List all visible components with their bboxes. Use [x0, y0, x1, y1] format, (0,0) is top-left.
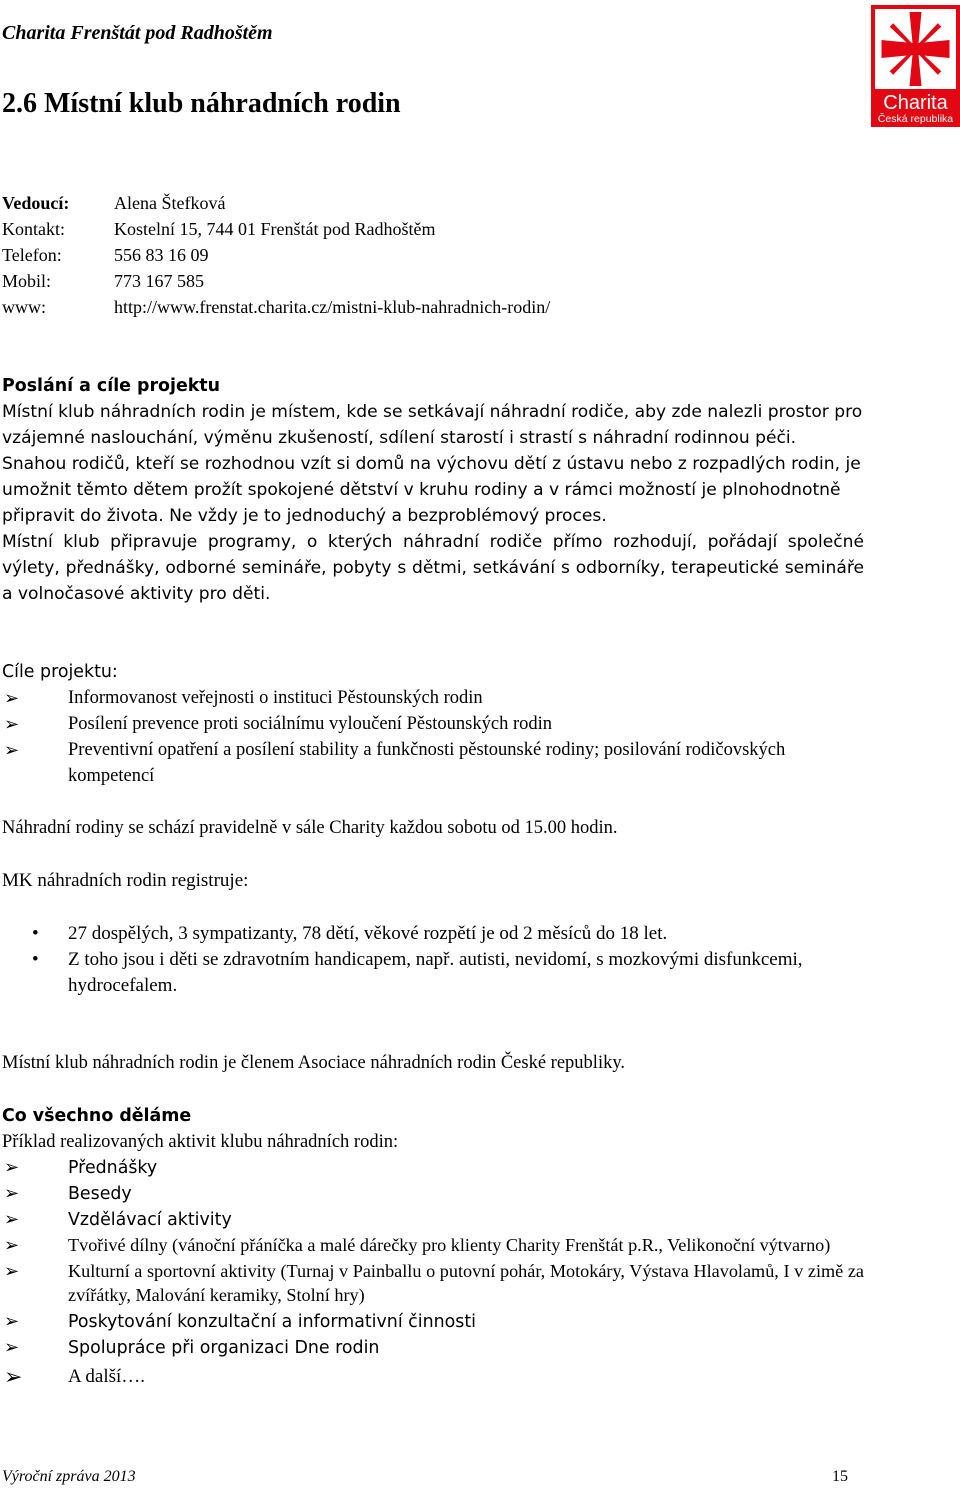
list-item: • Z toho jsou i děti se zdravotním handicapem, např. autisti, nevidomí, s mozkovými disfunkcemi, hydrocefalem.: [32, 949, 803, 996]
list-item: ➢ Vzdělávací aktivity: [2, 1207, 864, 1233]
footer-report-title: Výroční zpráva 2013: [2, 1468, 136, 1485]
contact-value: 773 167 585: [114, 271, 204, 291]
list-item: ➢ Besedy: [2, 1181, 864, 1207]
arrow-bullet-icon: ➢: [4, 714, 20, 734]
arrow-bullet-icon: ➢: [4, 1183, 20, 1204]
page-number: 15: [832, 1468, 848, 1485]
arrow-bullet-icon: ➢: [4, 1157, 20, 1178]
contact-row-phone: [2, 242, 550, 268]
dot-bullet-icon: •: [32, 949, 39, 970]
contact-label: www:: [2, 297, 46, 317]
arrow-bullet-icon: ➢: [4, 1209, 20, 1230]
mission-heading: Poslání a cíle projektu: [2, 376, 220, 396]
arrow-bullet-icon: ➢: [4, 740, 20, 760]
activities-list: [2, 1155, 864, 1393]
charita-logo-graphic: [871, 5, 960, 127]
contact-label: Mobil:: [2, 271, 52, 291]
mission-section: [2, 373, 864, 607]
list-item: ➢ Posílení prevence proti sociálnímu vyloučení Pěstounských rodin: [2, 711, 864, 737]
contact-row-web: [2, 294, 550, 320]
membership-note: Místní klub náhradních rodin je členem Asociace náhradních rodin České republiky.: [2, 1053, 626, 1073]
goals-heading: Cíle projektu:: [2, 662, 118, 682]
contact-label: Telefon:: [2, 245, 62, 265]
mission-paragraph: Místní klub náhradních rodin je místem, kde se setkávají náhradní rodiče, aby zde nalezli prostor pro vzájemné naslouchání, výměnu zkušeností, sdílení starostí i strastí s náhradní rodinnou péči.: [2, 402, 863, 448]
logo-name: Charita: [883, 92, 948, 114]
contact-row-leader: [2, 190, 550, 216]
list-item: ➢ Kulturní a sportovní aktivity (Turnaj v Painballu o putovní pohár, Motokáry, Výstava Hlavolamů, I v zimě za zvířátky, Malování keramiky, Stolní hry): [4, 1261, 864, 1305]
contact-value: Kostelní 15, 744 01 Frenštát pod Radhoštěm: [114, 219, 436, 239]
logo-subtitle: Česká republika: [877, 113, 954, 125]
contact-row-address: [2, 216, 550, 242]
arrow-bullet-icon: ➢: [4, 1311, 20, 1332]
charita-logo: [871, 5, 960, 127]
list-item: ➢ Preventivní opatření a posílení stability a funkčnosti pěstounské rodiny; posilování rodičovských kompetencí: [2, 737, 864, 789]
list-item: ➢ A další….: [2, 1361, 864, 1393]
registry-heading: MK náhradních rodin registruje:: [2, 870, 249, 891]
page-title: 2.6 Místní klub náhradních rodin: [2, 88, 401, 119]
list-item: ➢ Přednášky: [2, 1155, 864, 1181]
list-item: ➢ Informovanost veřejnosti o instituci Pěstounských rodin: [2, 685, 864, 711]
list-item: ➢ Spolupráce při organizaci Dne rodin: [2, 1335, 864, 1361]
website-link[interactable]: http://www.frenstat.charita.cz/mistni-klub-nahradnich-rodin/: [114, 297, 551, 317]
contact-value: 556 83 16 09: [114, 245, 209, 265]
contact-label: Kontakt:: [2, 219, 65, 239]
list-item: • 27 dospělých, 3 sympatizanty, 78 dětí, věkové rozpětí je od 2 měsíců do 18 let.: [2, 921, 864, 947]
meeting-note: Náhradní rodiny se schází pravidelně v sále Charity každou sobotu od 15.00 hodin.: [2, 818, 618, 838]
mission-paragraph: Místní klub připravuje programy, o kterých náhradní rodiče přímo rozhodují, pořádají společné výlety, přednášky, odborné semináře, pobyty s dětmi, setkávání s odborníky, terapeutické semináře a volnočasové aktivity pro děti.: [2, 532, 864, 604]
activities-section: [2, 1103, 864, 1393]
contact-row-mobile: [2, 268, 550, 294]
activities-heading: Co všechno děláme: [2, 1106, 192, 1126]
arrow-bullet-icon: ➢: [4, 1261, 20, 1281]
activities-intro: Příklad realizovaných aktivit klubu náhradních rodin:: [2, 1132, 399, 1152]
list-item: ➢ Poskytování konzultační a informativní činnosti: [2, 1309, 864, 1335]
contact-label: Vedoucí:: [2, 193, 70, 213]
arrow-bullet-icon: ➢: [4, 1337, 20, 1358]
goals-list: [2, 685, 864, 789]
mission-paragraph: Snahou rodičů, kteří se rozhodnou vzít si domů na výchovu dětí z ústavu nebo z rozpadlých rodin, je umožnit těmto dětem prožít spokojené dětství v kruhu rodiny a v rámci možností je plnohodnotně připravit do života. Ne vždy je to jednoduchý a bezproblémový proces.: [2, 454, 861, 526]
contact-value: Alena Štefková: [114, 193, 226, 213]
registry-list: [2, 921, 864, 999]
goals-section: [2, 659, 864, 789]
dot-bullet-icon: •: [32, 923, 39, 944]
registry-section: [2, 868, 864, 999]
list-item: ➢ Tvořivé dílny (vánoční přáníčka a malé dárečky pro klienty Charity Frenštát p.R., Velikonoční výtvarno): [4, 1235, 831, 1255]
arrow-bullet-icon: ➢: [4, 1364, 23, 1389]
arrow-bullet-icon: ➢: [4, 688, 20, 708]
header-organization: Charita Frenštát pod Radhoštěm: [2, 22, 273, 44]
arrow-bullet-icon: ➢: [4, 1235, 20, 1255]
contact-info: [2, 190, 550, 320]
